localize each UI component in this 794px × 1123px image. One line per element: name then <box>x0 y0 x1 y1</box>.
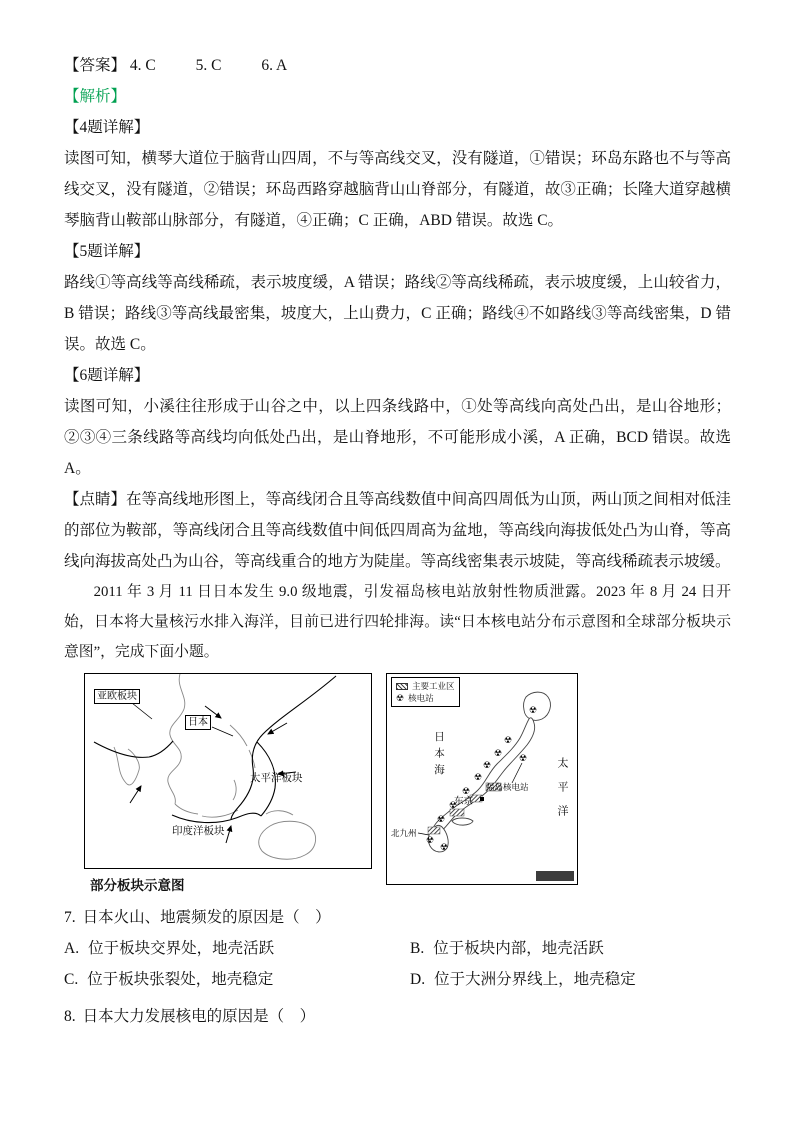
label-japan: 日本 <box>185 715 211 730</box>
question-8-text: 日本大力发展核电的原因是（ ） <box>82 1008 316 1025</box>
option-b <box>410 933 731 964</box>
label-fukushima-plant: 福岛核电站 <box>486 782 529 792</box>
tip-paragraph <box>64 484 731 577</box>
option-a-text: 位于板块交界处，地壳活跃 <box>88 940 275 957</box>
nuclear-plant-icon: ☢ <box>396 692 405 703</box>
legend-row-industrial <box>396 680 455 692</box>
japan-nuclear-map <box>386 673 578 885</box>
nuclear-plant-icon: ☢ <box>482 761 492 771</box>
answer-item-5: 5. C <box>195 57 222 74</box>
plates-map <box>84 673 372 894</box>
plates-map-canvas <box>84 673 372 869</box>
nuclear-plant-icon: ☢ <box>528 706 538 716</box>
section-5-body: 路线①等高线等高线稀疏，表示坡度缓，A 错误；路线②等高线稀疏，表示坡度缓，上山较省力，B 错误；路线③等高线最密集，坡度大，上山费力，C 正确；路线④不如路线③等高线密集，D 错误。故选 C。 <box>64 274 731 353</box>
option-a-label: A. <box>64 940 80 957</box>
option-d-text: 位于大洲分界线上，地壳稳定 <box>434 971 636 988</box>
option-c-label: C. <box>64 971 79 988</box>
nuclear-plant-icon-fukushima: ☢ <box>518 754 528 764</box>
section-5-heading: 【5题详解】 <box>64 243 150 260</box>
label-sea-of-japan: 日本海 <box>433 731 445 781</box>
plates-map-caption: 部分板块示意图 <box>90 878 185 893</box>
nuclear-plant-icon: ☢ <box>473 773 483 783</box>
answer-item-4: 4. C <box>129 57 156 74</box>
tip-label: 【点睛】 <box>64 491 127 508</box>
option-b-label: B. <box>410 940 425 957</box>
intro-paragraph: 2011 年 3 月 11 日日本发生 9.0 级地震，引发福岛核电站放射性物质泄露。2023 年 8 月 24 日开始，日本将大量核污水排入海洋，目前已进行四轮排海。读“日本核电站分布示意图和全球部分板块示意图”，完成下面小题。 <box>64 584 731 660</box>
question-7-stem <box>64 902 731 933</box>
section-6-heading: 【6题详解】 <box>64 367 150 384</box>
question-8-stem <box>64 1001 731 1032</box>
tip-body: 在等高线地形图上，等高线闭合且等高线数值中间高四周低为山顶，两山顶之间相对低洼的部位为鞍部，等高线闭合且等高线数值中间低四周高为盆地，等高线向海拔低处凸为山脊，等高线向海拔高处凸为山谷，等高线重合的地方为陡崖。等高线密集表示坡陡，等高线稀疏表示坡缓。 <box>64 491 731 570</box>
answer-label: 【答案】 <box>64 57 127 74</box>
option-b-text: 位于板块内部，地壳活跃 <box>433 940 604 957</box>
question-7-options <box>64 933 731 995</box>
nuclear-plant-icon: ☢ <box>448 801 458 811</box>
section-4-body: 读图可知，横琴大道位于脑背山四周，不与等高线交叉，没有隧道，①错误；环岛东路也不与等高线交叉，没有隧道，②错误；环岛西路穿越脑背山山脊部分，有隧道，故③正确；长隆大道穿越横琴脑背山鞍部山脉部分，有隧道，④正确；C 正确，ABD 错误。故选 C。 <box>64 150 731 229</box>
answer-line <box>64 50 731 81</box>
legend-nuclear-label: 核电站 <box>408 693 434 703</box>
map-legend <box>391 677 460 707</box>
label-pacific-plate: 太平洋板块 <box>250 772 303 784</box>
nuclear-plant-icon: ☢ <box>503 736 513 746</box>
label-kitakyushu: 北九州 <box>391 828 417 838</box>
label-pacific-ocean: 太平洋 <box>556 757 568 829</box>
section-4-heading: 【4题详解】 <box>64 119 150 136</box>
question-8-number: 8. <box>64 1008 76 1025</box>
question-7-text: 日本火山、地震频发的原因是（ ） <box>82 909 331 926</box>
industrial-area-swatch <box>396 683 408 690</box>
label-tokyo: 东京 <box>454 796 474 807</box>
nuclear-plant-icon: ☢ <box>425 836 435 846</box>
option-d <box>410 964 731 995</box>
answer-item-6: 6. A <box>261 57 288 74</box>
legend-row-nuclear <box>396 692 455 704</box>
option-a <box>64 933 410 964</box>
japan-map-canvas <box>386 673 578 885</box>
nuclear-plant-icon: ☢ <box>436 815 446 825</box>
nuclear-plant-icon: ☢ <box>461 787 471 797</box>
section-6-body: 读图可知，小溪往往形成于山谷之中，以上四条线路中，①处等高线向高处凸出，是山谷地形；②③④三条线路等高线均向低处凸出，是山脊地形，不可能形成小溪，A 正确，BCD 错误。故选 A。 <box>64 398 731 477</box>
option-d-label: D. <box>410 971 426 988</box>
label-eurasian-plate: 亚欧板块 <box>94 689 140 704</box>
option-c-text: 位于板块张裂处，地壳稳定 <box>87 971 274 988</box>
label-indian-ocean-plate: 印度洋板块 <box>172 825 225 837</box>
legend-industrial-label: 主要工业区 <box>412 681 455 691</box>
question-7 <box>64 902 731 995</box>
nuclear-plant-icon: ☢ <box>493 749 503 759</box>
nuclear-plant-icon: ☢ <box>439 843 449 853</box>
option-c <box>64 964 410 995</box>
question-7-number: 7. <box>64 909 76 926</box>
question-8 <box>64 1001 731 1032</box>
analysis-label: 【解析】 <box>64 88 127 105</box>
figure-row <box>84 673 731 894</box>
tokyo-city-marker <box>480 797 484 801</box>
watermark <box>536 871 574 881</box>
